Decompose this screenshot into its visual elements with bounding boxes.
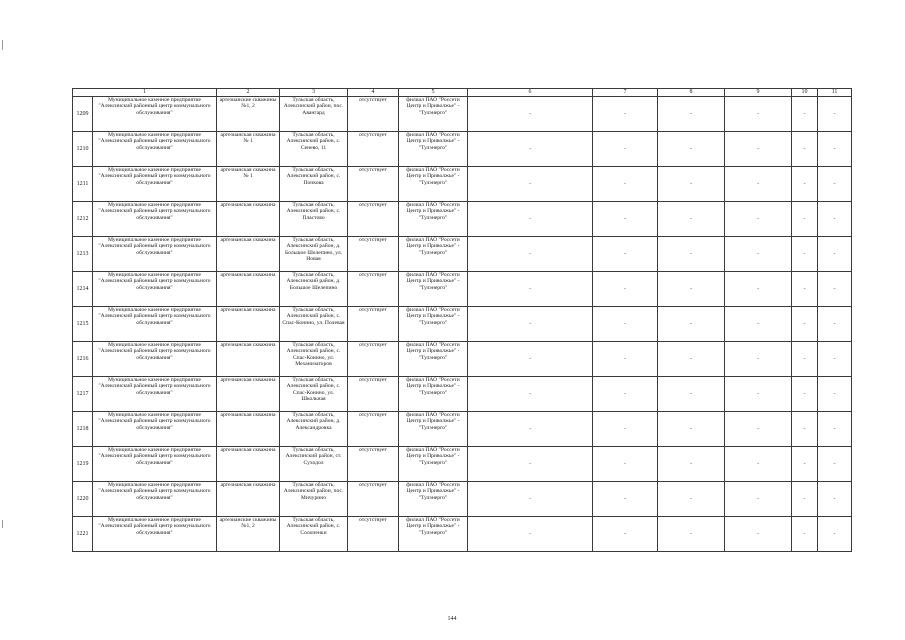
col11-cell: - [818,517,852,552]
header-cell: 11 [818,89,852,97]
row-number: 1212 [73,202,93,237]
status-cell: отсутствует [348,307,399,342]
col6-cell: - [468,132,593,167]
row-number: 1215 [73,307,93,342]
table-header-row [73,89,852,97]
col9-cell: - [725,202,792,237]
col9-cell: - [725,482,792,517]
col6-cell: - [468,482,593,517]
holder-cell: филиал ПАО "Россети Центр и Приволжье" - "Тулэнерго" [399,167,468,202]
col10-cell: - [792,272,818,307]
address-cell: Тульская область, Алексинский район, д. Большое Шелепино [280,272,348,307]
col6-cell: - [468,272,593,307]
table-row [73,272,852,307]
object-cell: артезианская скважина [217,412,280,447]
holder-cell: филиал ПАО "Россети Центр и Приволжье" - "Тулэнерго" [399,377,468,412]
holder-cell: филиал ПАО "Россети Центр и Приволжье" - "Тулэнерго" [399,202,468,237]
col7-cell: - [593,447,658,482]
col8-cell: - [658,447,725,482]
address-cell: Тульская область, Алексинский район, пос. Мичурино [280,482,348,517]
object-cell: артезианская скважина [217,447,280,482]
col10-cell: - [792,447,818,482]
address-cell: Тульская область, Алексинский район, с. Солопенки [280,517,348,552]
holder-cell: филиал ПАО "Россети Центр и Приволжье" - "Тулэнерго" [399,517,468,552]
row-number: 1210 [73,132,93,167]
address-cell: Тульская область, Алексинский район, д. Большое Шелепино, ул. Новая [280,237,348,272]
object-cell: артезианская скважина [217,377,280,412]
header-cell: 9 [725,89,792,97]
row-number: 1217 [73,377,93,412]
row-number: 1220 [73,482,93,517]
status-cell: отсутствует [348,237,399,272]
col11-cell: - [818,167,852,202]
table-row [73,202,852,237]
col11-cell: - [818,377,852,412]
table-row [73,482,852,517]
owner-cell: Муниципальное казенное предприятие "Алексинский районный центр коммунального обслуживания" [93,412,217,447]
object-cell: артезианская скважина [217,342,280,377]
status-cell: отсутствует [348,202,399,237]
table-row [73,97,852,132]
col11-cell: - [818,482,852,517]
status-cell: отсутствует [348,377,399,412]
object-cell: артезианская скважина [217,482,280,517]
status-cell: отсутствует [348,97,399,132]
header-cell: 4 [348,89,399,97]
row-number: 1211 [73,167,93,202]
address-cell: Тульская область, Алексинский район, с. Спас-Конино, ул. Школьная [280,377,348,412]
status-cell: отсутствует [348,167,399,202]
owner-cell: Муниципальное казенное предприятие "Алексинский районный центр коммунального обслуживания" [93,132,217,167]
col10-cell: - [792,377,818,412]
col6-cell: - [468,377,593,412]
col9-cell: - [725,307,792,342]
col9-cell: - [725,167,792,202]
table-row [73,237,852,272]
col7-cell: - [593,132,658,167]
col8-cell: - [658,97,725,132]
page-number: 144 [447,616,457,622]
table-row [73,412,852,447]
col10-cell: - [792,412,818,447]
scan-edge-mark [2,40,3,50]
status-cell: отсутствует [348,412,399,447]
col11-cell: - [818,272,852,307]
table-row [73,517,852,552]
col7-cell: - [593,517,658,552]
col9-cell: - [725,342,792,377]
col8-cell: - [658,237,725,272]
header-cell: 1 [73,89,217,97]
col9-cell: - [725,237,792,272]
address-cell: Тульская область, Алексинский район, ст. Суходол [280,447,348,482]
col8-cell: - [658,307,725,342]
header-cell: 10 [792,89,818,97]
status-cell: отсутствует [348,482,399,517]
col11-cell: - [818,237,852,272]
header-cell: 8 [658,89,725,97]
header-cell: 7 [593,89,658,97]
col11-cell: - [818,202,852,237]
address-cell: Тульская область, Алексинский район, с. Сенево, 11 [280,132,348,167]
holder-cell: филиал ПАО "Россети Центр и Приволжье" - "Тулэнерго" [399,97,468,132]
table-row [73,307,852,342]
col10-cell: - [792,167,818,202]
status-cell: отсутствует [348,272,399,307]
status-cell: отсутствует [348,342,399,377]
col9-cell: - [725,412,792,447]
col11-cell: - [818,412,852,447]
registry-table [72,88,852,552]
table-row [73,447,852,482]
holder-cell: филиал ПАО "Россети Центр и Приволжье" - "Тулэнерго" [399,447,468,482]
col11-cell: - [818,97,852,132]
holder-cell: филиал ПАО "Россети Центр и Приволжье" - "Тулэнерго" [399,272,468,307]
holder-cell: филиал ПАО "Россети Центр и Приволжье" - "Тулэнерго" [399,342,468,377]
col11-cell: - [818,342,852,377]
owner-cell: Муниципальное казенное предприятие "Алексинский районный центр коммунального обслуживания" [93,377,217,412]
holder-cell: филиал ПАО "Россети Центр и Приволжье" - "Тулэнерго" [399,307,468,342]
owner-cell: Муниципальное казенное предприятие "Алексинский районный центр коммунального обслуживания" [93,482,217,517]
col8-cell: - [658,517,725,552]
col9-cell: - [725,517,792,552]
owner-cell: Муниципальное казенное предприятие "Алексинский районный центр коммунального обслуживания" [93,447,217,482]
col6-cell: - [468,447,593,482]
object-cell: артезианская скважина № 1 [217,132,280,167]
col7-cell: - [593,377,658,412]
row-number: 1218 [73,412,93,447]
object-cell: артезианская скважина [217,237,280,272]
col9-cell: - [725,97,792,132]
col10-cell: - [792,132,818,167]
object-cell: артезианская скважина № 1 [217,167,280,202]
object-cell: артезианские скважины №1, 2 [217,97,280,132]
col8-cell: - [658,202,725,237]
table-row [73,132,852,167]
status-cell: отсутствует [348,517,399,552]
col8-cell: - [658,377,725,412]
col11-cell: - [818,132,852,167]
col9-cell: - [725,132,792,167]
table-row [73,167,852,202]
object-cell: артезианская скважина [217,307,280,342]
col6-cell: - [468,202,593,237]
col7-cell: - [593,167,658,202]
owner-cell: Муниципальное казенное предприятие "Алексинский районный центр коммунального обслуживания" [93,517,217,552]
col10-cell: - [792,202,818,237]
col6-cell: - [468,97,593,132]
owner-cell: Муниципальное казенное предприятие "Алексинский районный центр коммунального обслуживания" [93,97,217,132]
object-cell: артезианская скважина [217,202,280,237]
header-cell: 5 [399,89,468,97]
col10-cell: - [792,482,818,517]
col8-cell: - [658,272,725,307]
col11-cell: - [818,447,852,482]
table-row [73,377,852,412]
owner-cell: Муниципальное казенное предприятие "Алексинский районный центр коммунального обслуживания" [93,202,217,237]
holder-cell: филиал ПАО "Россети Центр и Приволжье" - "Тулэнерго" [399,482,468,517]
address-cell: Тульская область, Алексинский район, д. Александровка [280,412,348,447]
col8-cell: - [658,482,725,517]
col6-cell: - [468,307,593,342]
header-cell: 6 [468,89,593,97]
holder-cell: филиал ПАО "Россети Центр и Приволжье" - "Тулэнерго" [399,132,468,167]
col8-cell: - [658,132,725,167]
table-row [73,342,852,377]
row-number: 1216 [73,342,93,377]
col10-cell: - [792,342,818,377]
row-number: 1221 [73,517,93,552]
col8-cell: - [658,167,725,202]
col10-cell: - [792,237,818,272]
col7-cell: - [593,342,658,377]
col10-cell: - [792,97,818,132]
owner-cell: Муниципальное казенное предприятие "Алексинский районный центр коммунального обслуживания" [93,272,217,307]
row-number: 1214 [73,272,93,307]
col7-cell: - [593,482,658,517]
col9-cell: - [725,272,792,307]
status-cell: отсутствует [348,132,399,167]
col10-cell: - [792,517,818,552]
col7-cell: - [593,307,658,342]
address-cell: Тульская область, Алексинский район, с. Спас-Конино, ул. Механизаторов [280,342,348,377]
col10-cell: - [792,307,818,342]
col11-cell: - [818,307,852,342]
owner-cell: Муниципальное казенное предприятие "Алексинский районный центр коммунального обслуживания" [93,342,217,377]
col6-cell: - [468,237,593,272]
row-number: 1209 [73,97,93,132]
row-number: 1219 [73,447,93,482]
col7-cell: - [593,412,658,447]
col6-cell: - [468,167,593,202]
object-cell: артезианская скважина [217,272,280,307]
object-cell: артезианские скважины №1, 2 [217,517,280,552]
owner-cell: Муниципальное казенное предприятие "Алексинский районный центр коммунального обслуживания" [93,237,217,272]
col6-cell: - [468,412,593,447]
status-cell: отсутствует [348,447,399,482]
col9-cell: - [725,447,792,482]
holder-cell: филиал ПАО "Россети Центр и Приволжье" - "Тулэнерго" [399,412,468,447]
address-cell: Тульская область, Алексинский район, с. Попкова [280,167,348,202]
col7-cell: - [593,237,658,272]
holder-cell: филиал ПАО "Россети Центр и Приволжье" - "Тулэнерго" [399,237,468,272]
col8-cell: - [658,412,725,447]
address-cell: Тульская область, Алексинский район, с. Спас-Конино, ул. Полевая [280,307,348,342]
address-cell: Тульская область, Алексинский район, пос. Авангард [280,97,348,132]
row-number: 1213 [73,237,93,272]
owner-cell: Муниципальное казенное предприятие "Алексинский районный центр коммунального обслуживания" [93,167,217,202]
header-cell: 3 [280,89,348,97]
col6-cell: - [468,342,593,377]
col7-cell: - [593,97,658,132]
col9-cell: - [725,377,792,412]
header-cell: 2 [217,89,280,97]
address-cell: Тульская область, Алексинский район, с. Пластово [280,202,348,237]
col7-cell: - [593,272,658,307]
col8-cell: - [658,342,725,377]
scan-edge-mark [2,520,3,528]
owner-cell: Муниципальное казенное предприятие "Алексинский районный центр коммунального обслуживания" [93,307,217,342]
col7-cell: - [593,202,658,237]
col6-cell: - [468,517,593,552]
